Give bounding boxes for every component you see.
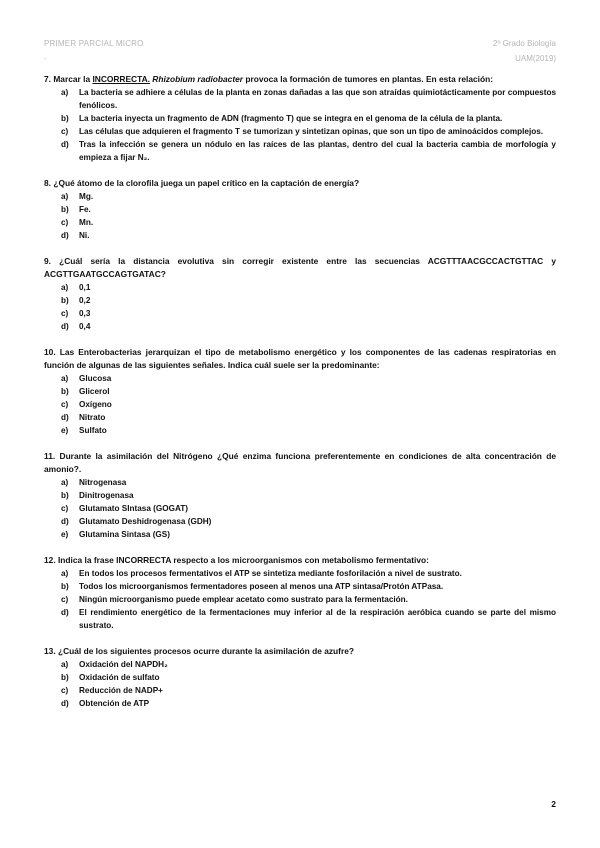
option-b[interactable]: b) La bacteria inyecta un fragmento de ADN (fragmento T) que se integra en el genoma de la célula de la planta. (61, 114, 503, 123)
question-text: Indica la frase INCORRECTA respecto a los microorganismos con metabolismo fermentativo: (57, 555, 429, 565)
questions-list (44, 73, 556, 723)
option-c[interactable]: c) Oxígeno (61, 400, 112, 409)
question-number: 13. (44, 646, 56, 656)
question-title (44, 645, 556, 658)
question-title (44, 450, 556, 476)
option-e[interactable]: e) Glutamina Sintasa (GS) (61, 530, 170, 539)
question-text: ¿Cuál sería la distancia evolutiva sin corregir existente entre las secuencias ACGTTTAACGCCACTGTTAC y ACGTTGAATGCCAGTGATAC? (44, 256, 556, 279)
option-c[interactable]: c) Glutamato SIntasa (GOGAT) (61, 504, 189, 513)
option-d[interactable]: d) 0,4 (61, 322, 91, 331)
university-year: UAM(2019) (515, 54, 556, 63)
question-text: ¿Cuál de los siguientes procesos ocurre durante la asimilación de azufre? (57, 646, 354, 656)
header-dash: - (44, 54, 47, 63)
question-title (44, 255, 556, 281)
option-b[interactable]: b) Dinitrogenasa (61, 491, 134, 500)
option-b[interactable]: b) Glicerol (61, 387, 110, 396)
question-10 (44, 346, 556, 437)
header-right (493, 39, 556, 63)
question-number: 8. (44, 178, 51, 188)
question-title (44, 346, 556, 372)
option-a[interactable]: a) Glucosa (61, 374, 112, 383)
question-number: 10. (44, 347, 56, 357)
option-b[interactable]: b) Todos los microorganismos fermentadores poseen al menos una ATP sintasa/Protón ATPasa. (61, 582, 444, 591)
options-list (44, 476, 556, 541)
options-list (44, 190, 556, 242)
option-c[interactable]: c) Reducción de NADP+ (61, 686, 163, 695)
species-name: Rhizobium radiobacter (149, 74, 244, 84)
options-list (44, 86, 556, 164)
option-a[interactable]: a) La bacteria se adhiere a células de la planta en zonas dañadas a las que son atraídas quimiotácticamente por compuestos fenólicos. (61, 88, 556, 110)
question-12 (44, 554, 556, 632)
question-8 (44, 177, 556, 242)
question-title (44, 177, 556, 190)
options-list (44, 567, 556, 632)
question-9 (44, 255, 556, 333)
header-left (44, 39, 144, 63)
option-d[interactable]: d) Glutamato Deshidrogenasa (GDH) (61, 517, 212, 526)
option-c[interactable]: c) Mn. (61, 218, 94, 227)
question-text-post: provoca la formación de tumores en plantas. En esta relación: (243, 74, 493, 84)
question-title (44, 73, 556, 86)
option-a[interactable]: a) Mg. (61, 192, 94, 201)
question-title (44, 554, 556, 567)
options-list (44, 658, 556, 710)
question-text: Las Enterobacterias jerarquizan el tipo de metabolismo energético y los componentes de las cadenas respiratorias en función de algunas de las siguientes señales. Indica cuál suele ser la predominante: (44, 347, 556, 370)
options-list (44, 281, 556, 333)
page-number: 2 (551, 799, 556, 809)
option-a[interactable]: a) 0,1 (61, 283, 91, 292)
degree-title: 2º Grado Biología (493, 39, 556, 48)
option-a[interactable]: a) Nitrogenasa (61, 478, 127, 487)
option-d[interactable]: d) Nitrato (61, 413, 106, 422)
question-7 (44, 73, 556, 164)
option-b[interactable]: b) 0,2 (61, 296, 91, 305)
question-13 (44, 645, 556, 710)
question-text: ¿Qué átomo de la clorofila juega un papel crítico en la captación de energía? (53, 178, 360, 188)
option-c[interactable]: c) Las células que adquieren el fragmento T se tumorizan y sintetizan opinas, que son un tipo de aminoácidos complejos. (61, 127, 544, 136)
question-text: Durante la asimilación del Nitrógeno ¿Qué enzima funciona preferentemente en condiciones de alta concentración de amonio?. (44, 451, 557, 474)
option-d[interactable]: d) Obtención de ATP (61, 699, 150, 708)
options-list (44, 372, 556, 437)
option-e[interactable]: e) Sulfato (61, 426, 107, 435)
incorrect-marker: INCORRECTA. (92, 74, 150, 84)
option-c[interactable]: c) Ningún microorganismo puede emplear acetato como sustrato para la fermentación. (61, 595, 408, 604)
option-b[interactable]: b) Oxidación de sulfato (61, 673, 160, 682)
option-d[interactable]: d) Ni. (61, 231, 90, 240)
option-c[interactable]: c) 0,3 (61, 309, 91, 318)
question-number: 9. (44, 256, 51, 266)
option-a[interactable]: a) Oxidación del NAPDH₂ (61, 660, 168, 669)
option-d[interactable]: d) El rendimiento energético de la fermentaciones muy inferior al de la respiración aeróbica cuando se parte del mismo sustrato. (61, 608, 556, 630)
question-text-pre: Marcar la (53, 74, 93, 84)
question-number: 7. (44, 74, 51, 84)
question-number: 11. (44, 451, 56, 461)
option-d[interactable]: d) Tras la infección se genera un nódulo en las raíces de las plantas, dentro del cual la bacteria cambia de morfología y empieza a fijar N₂. (61, 140, 556, 162)
option-b[interactable]: b) Fe. (61, 205, 91, 214)
course-title: PRIMER PARCIAL MICRO (44, 39, 144, 48)
question-number: 12. (44, 555, 56, 565)
question-11 (44, 450, 556, 541)
option-a[interactable]: a) En todos los procesos fermentativos el ATP se sintetiza mediante fosforilación a nivel de sustrato. (61, 569, 462, 578)
